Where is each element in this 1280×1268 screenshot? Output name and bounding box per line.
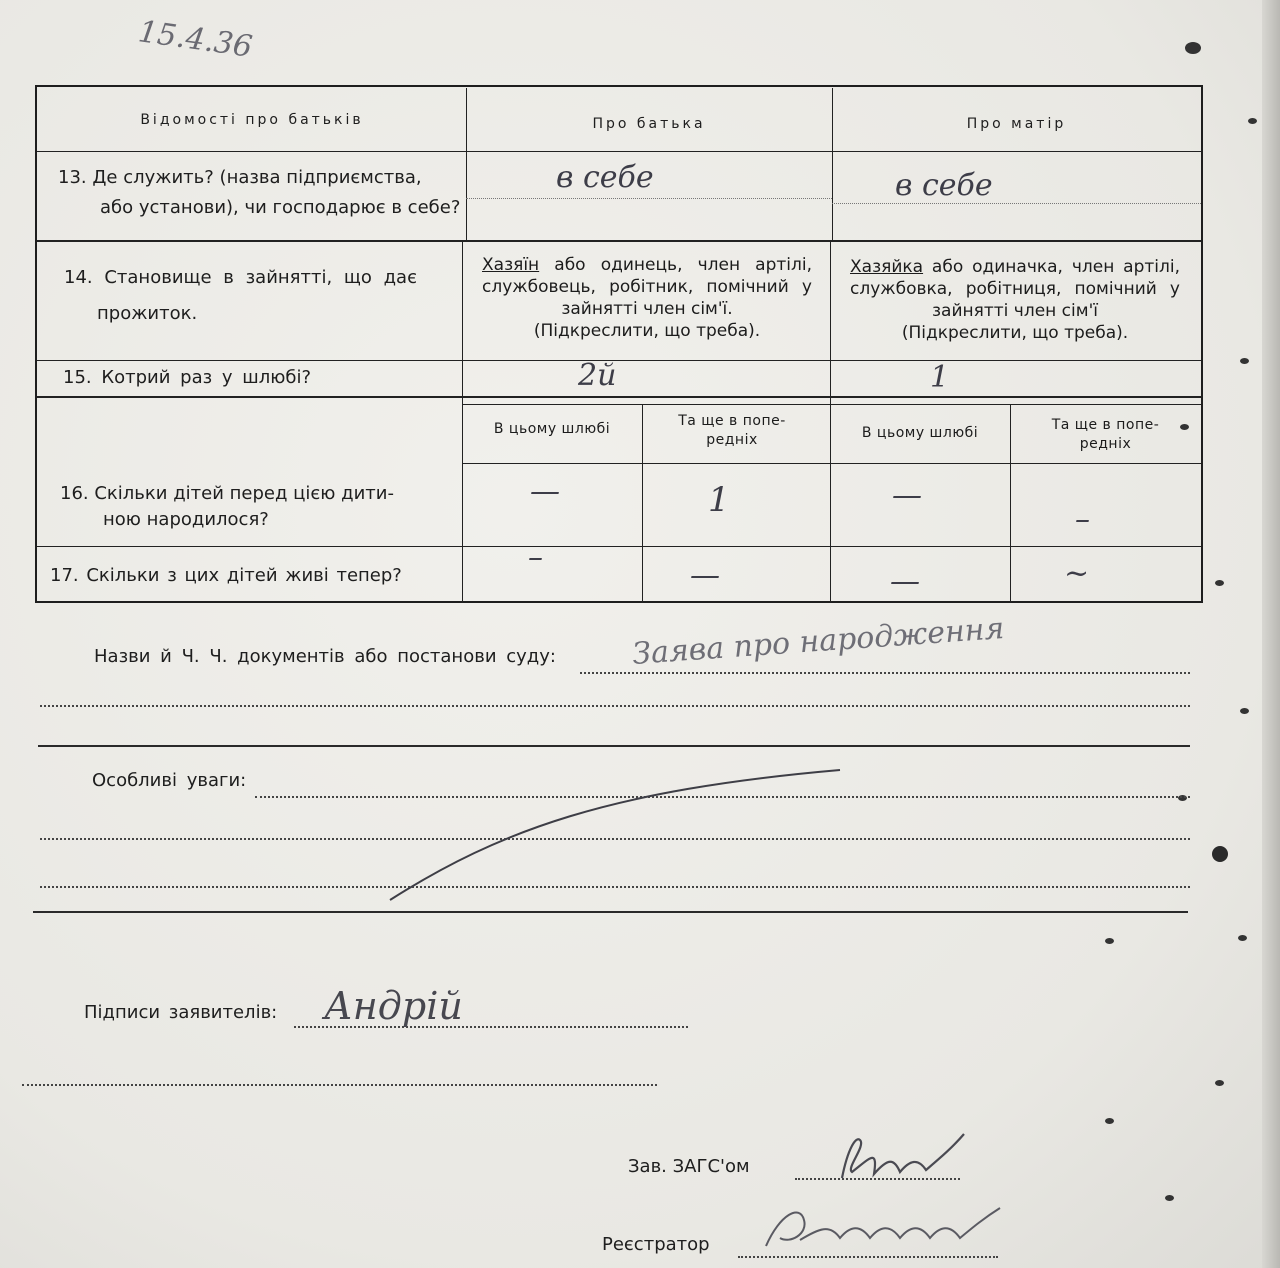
table-line [832,88,833,240]
table-line [37,151,1201,152]
q16-mother-prev: – [1075,502,1090,537]
ink-speck [1215,1080,1224,1086]
ink-speck [1105,938,1114,944]
q14-mother-note: (Підкреслити, що треба). [901,323,1129,343]
q14-line2: прожиток. [97,303,198,324]
remarks-label: Особливі уваги: [92,770,247,791]
header-parents-info: Відомості про батьків [140,112,364,128]
section-rule [38,745,1190,747]
registrar-signature [760,1194,1020,1264]
q15-question: 15. Котрий раз у шлюбі? [63,367,312,388]
sub-previous-father [642,412,822,450]
header-mother: Про матір [966,116,1067,132]
q17-question: 17. Скільки з цих дітей живі тепер? [50,565,402,586]
q17-mother-this: — [890,564,920,599]
ink-speck [1105,1118,1114,1124]
documents-dotted-line [580,672,1190,674]
signatures-label: Підписи заявителів: [84,1002,278,1023]
q14-mother-selected: Хазяйка [850,257,924,277]
ink-speck [1165,1195,1174,1201]
q14-father-rest: або одинець, член артілі, службовець, робітник, помічний у зайнятті член сім'ї. [482,255,812,319]
corner-note: 15.4.36 [136,14,255,65]
q13-mother-answer: в себе [895,168,993,203]
q15-father-answer: 2й [578,358,617,393]
ink-speck [1215,580,1224,586]
q14-mother-options [850,256,1180,344]
q13-father-answer: в себе [556,160,654,195]
table-line [37,546,1201,547]
header-father: Про батька [592,116,706,132]
q15-mother-answer: 1 [930,360,950,395]
table-line [37,396,1201,398]
registrar-label: Реєстратор [602,1234,710,1255]
zags-head-label: Зав. ЗАГС'ом [628,1156,750,1177]
ink-speck [1248,118,1257,124]
table-line [37,360,1201,361]
documents-label: Назви й Ч. Ч. документів або постанови суду: [94,646,556,667]
sub-previous-line2: редніх [1079,436,1132,452]
q17-father-this: – [528,540,543,575]
q17-father-prev: — [690,558,720,593]
page-edge [1262,0,1280,1268]
sub-previous-line1: Та ще в попе- [1051,417,1160,433]
ink-speck [1240,708,1249,714]
punch-hole [1212,846,1228,862]
q13-line1: 13. Де служить? (назва підприємства, [58,167,422,188]
q14-father-options [482,254,812,342]
section-rule-2 [33,911,1188,913]
q14-father-selected: Хазяїн [482,255,540,275]
sub-previous-line2: редніх [706,432,758,448]
sub-previous-line1: Та ще в попе- [678,413,786,429]
table-line [37,240,1201,242]
q16-line2: ною народилося? [103,509,269,530]
q17-mother-prev: ~ [1064,556,1090,591]
q14-father-note: (Підкреслити, що треба). [533,321,761,341]
q16-mother-this: — [892,478,922,513]
zags-head-signature [830,1128,980,1198]
table-line [466,198,832,199]
q16-father-prev: 1 [708,480,730,520]
applicant-signature: Андрій [324,984,463,1028]
q14-line1: 14. Становище в зайнятті, що дає [64,267,417,288]
documents-stamp: Заява про народження [631,611,1006,672]
ink-speck [1185,42,1201,54]
table-line [466,88,467,240]
sub-this-marriage-father: В цьому шлюбі [493,421,611,437]
remarks-strike-line [380,760,860,910]
q13-line2: або установи), чи господарює в себе? [100,197,461,218]
q14-mother-rest: або одиначка, член артілі, службовка, робітниця, помічний у зайнятті член сім'ї [850,257,1180,321]
signatures-dotted-line-2 [22,1084,657,1086]
documents-dotted-line-2 [40,705,1190,707]
sub-previous-mother [1010,416,1201,454]
ink-speck [1240,358,1249,364]
table-line [462,404,1201,405]
sub-this-marriage-mother: В цьому шлюбі [861,425,979,441]
q16-father-this: — [530,474,560,509]
ink-speck [1238,935,1247,941]
table-line [832,203,1201,204]
table-line [462,463,1201,464]
q16-line1: 16. Скільки дітей перед цією дити- [60,483,394,504]
table-line [830,240,831,603]
